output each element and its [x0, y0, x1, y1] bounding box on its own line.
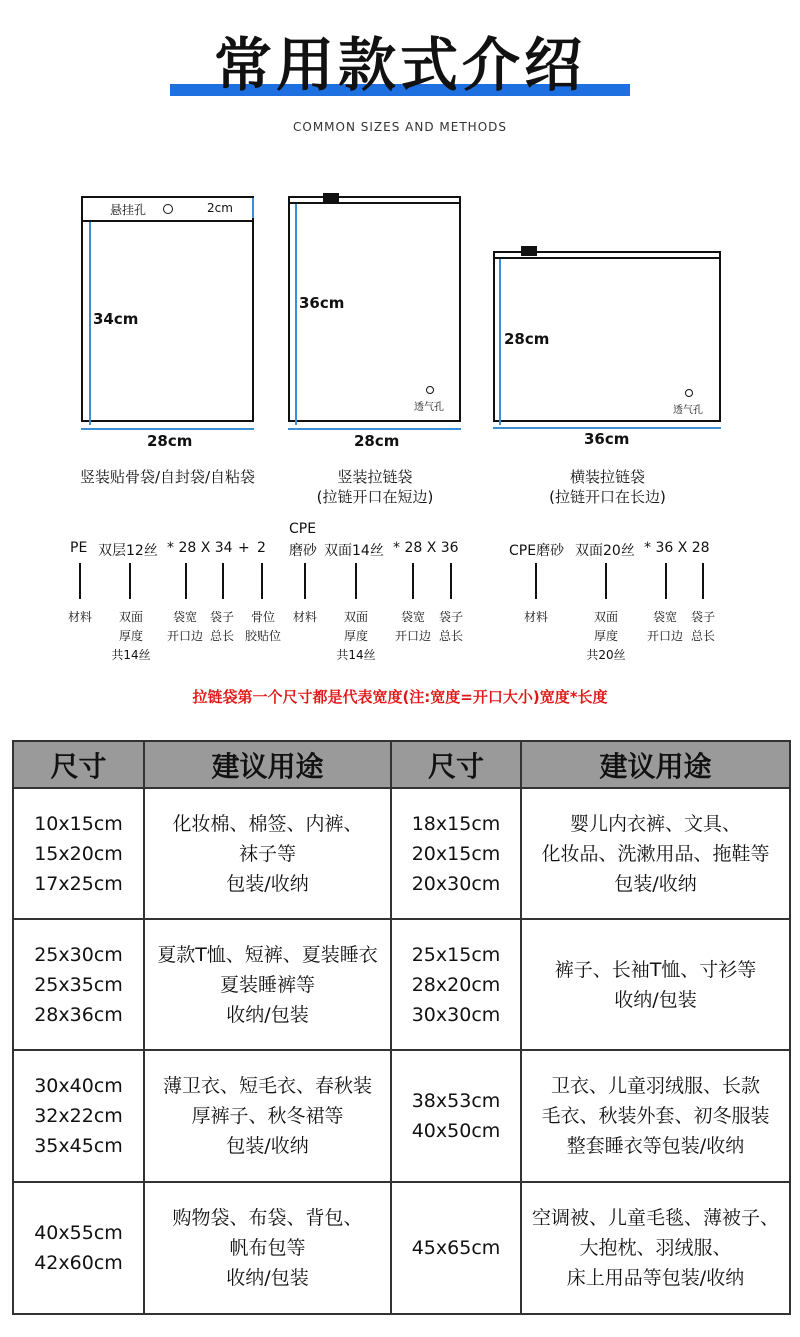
usage-line: 收纳/包装	[226, 1267, 309, 1289]
spec-tick	[605, 563, 607, 599]
usage-cell	[521, 788, 790, 919]
column-header-usage: 建议用途	[144, 741, 391, 788]
top-dim-line	[252, 198, 254, 218]
hang-hole-label: 悬挂孔	[110, 203, 147, 217]
usage-line: 袜子等	[238, 842, 296, 865]
zipper-line	[493, 257, 721, 259]
bag-height: 28cm	[504, 330, 550, 348]
bag-width: 36cm	[584, 430, 630, 448]
usage-line: 夏款T恤、短裤、夏装睡衣	[157, 943, 378, 966]
top-dimension: 2cm	[207, 201, 233, 215]
size-cell	[391, 919, 521, 1050]
vent-hole-icon	[685, 389, 693, 397]
size-value: 17x25cm	[34, 872, 123, 895]
usage-line: 毛衣、秋装外套、初冬服装	[541, 1105, 770, 1127]
bag-type-line: 横装拉链袋	[569, 468, 645, 486]
spec-tick	[222, 563, 224, 599]
spec-thickness: 双面20丝	[575, 543, 635, 559]
size-cell	[13, 1050, 144, 1182]
height-line	[499, 259, 501, 425]
table-row	[13, 919, 790, 1050]
column-header-usage: 建议用途	[521, 741, 790, 788]
usage-line: 收纳/包装	[614, 988, 697, 1011]
bag-type-name	[60, 467, 275, 487]
size-value: 30x40cm	[34, 1075, 123, 1097]
bag-type-line: (拉链开口在短边)	[316, 488, 434, 506]
spec-tick	[129, 563, 131, 599]
spec-thickness: 双层12丝	[98, 543, 158, 559]
size-value: 40x50cm	[411, 1120, 501, 1142]
usage-line: 裤子、长袖T恤、寸衫等	[554, 958, 757, 981]
column-header-size: 尺寸	[13, 741, 144, 788]
usage-cell	[521, 919, 790, 1050]
size-value: 15x20cm	[34, 842, 123, 865]
size-cell	[13, 1182, 144, 1314]
size-value: 25x30cm	[34, 943, 123, 966]
bag-type-line: 竖装拉链袋	[337, 468, 413, 486]
usage-line: 化妆品、洗漱用品、拖鞋等	[541, 842, 770, 865]
spec-tick	[185, 563, 187, 599]
bag-height: 36cm	[299, 294, 345, 312]
bag-outline	[81, 196, 254, 422]
size-value: 10x15cm	[34, 812, 123, 835]
usage-line: 床上用品等包装/收纳	[566, 1267, 745, 1289]
sizing-note: 拉链袋第一个尺寸都是代表宽度(注:宽度=开口大小)宽度*长度	[192, 688, 608, 706]
usage-line: 购物袋、布袋、背包、	[172, 1207, 363, 1229]
spec-tick	[79, 563, 81, 599]
size-value: 38x53cm	[411, 1090, 501, 1112]
table-row	[13, 1050, 790, 1182]
vent-hole-label: 透气孔	[414, 402, 444, 413]
spec-dimensions: * 28 X 34	[167, 540, 233, 556]
size-cell	[391, 1182, 521, 1314]
usage-line: 包装/收纳	[226, 872, 309, 895]
width-line	[493, 427, 721, 429]
spec-material-top: CPE	[289, 521, 317, 537]
spec-tick	[665, 563, 667, 599]
bag-type-name	[500, 467, 715, 507]
usage-cell	[521, 1182, 790, 1314]
usage-cell	[144, 1050, 391, 1182]
usage-line: 卫衣、儿童羽绒服、长款	[550, 1075, 760, 1097]
zipper-slider-icon	[323, 193, 339, 203]
usage-cell	[144, 919, 391, 1050]
spec-material: CPE磨砂	[509, 543, 565, 559]
size-value: 32x22cm	[34, 1105, 123, 1127]
size-value: 25x35cm	[34, 973, 123, 996]
usage-line: 包装/收纳	[226, 1135, 309, 1157]
spec-tick	[304, 563, 306, 599]
usage-cell	[144, 788, 391, 919]
size-value: 18x15cm	[411, 812, 501, 835]
spec-thickness: 双面14丝	[324, 543, 384, 559]
spec-tick	[412, 563, 414, 599]
spec-tick	[702, 563, 704, 599]
height-line	[295, 204, 297, 425]
size-value: 35x45cm	[34, 1135, 123, 1157]
spec-dimensions: * 28 X 36	[393, 540, 459, 556]
size-usage-table	[12, 740, 791, 1315]
usage-line: 夏装睡裤等	[219, 973, 315, 996]
bag-type-line: 竖装贴骨袋/自封袋/自粘袋	[79, 468, 256, 486]
spec-label: 袋宽 开口边	[646, 610, 683, 643]
zipper-line	[288, 202, 461, 204]
spec-bone-width: 2	[257, 540, 266, 556]
size-value: 20x30cm	[411, 872, 501, 895]
spec-plus: +	[238, 540, 250, 556]
page-subtitle: COMMON SIZES AND METHODS	[293, 120, 507, 134]
column-header-size: 尺寸	[391, 741, 521, 788]
bag-width: 28cm	[147, 432, 193, 450]
spec-label: 袋子 总长	[209, 610, 234, 643]
size-cell	[13, 788, 144, 919]
spec-material: 磨砂	[289, 543, 317, 559]
bag-width: 28cm	[354, 432, 400, 450]
size-cell	[13, 919, 144, 1050]
spec-tick	[355, 563, 357, 599]
size-value: 25x15cm	[411, 943, 501, 966]
table-row	[13, 1182, 790, 1314]
spec-label: 双面 厚度 共14丝	[111, 610, 151, 662]
spec-tick	[450, 563, 452, 599]
seal-line	[81, 220, 254, 222]
size-value: 45x65cm	[411, 1237, 501, 1259]
usage-line: 包装/收纳	[614, 872, 697, 895]
usage-cell	[144, 1182, 391, 1314]
height-line	[89, 222, 91, 425]
spec-material: PE	[70, 540, 88, 556]
size-value: 40x55cm	[34, 1222, 123, 1244]
bag-type-line: (拉链开口在长边)	[549, 488, 666, 506]
usage-line: 大抱枕、羽绒服、	[579, 1237, 732, 1259]
usage-line: 化妆棉、棉签、内裤、	[172, 812, 363, 835]
spec-tick	[535, 563, 537, 599]
hang-hole-icon	[163, 204, 173, 214]
zipper-slider-icon	[521, 246, 537, 256]
usage-cell	[521, 1050, 790, 1182]
vent-hole-icon	[426, 386, 434, 394]
table-header-row	[13, 741, 790, 788]
size-value: 28x20cm	[411, 973, 501, 996]
table-row	[13, 788, 790, 919]
size-cell	[391, 1050, 521, 1182]
size-cell	[391, 788, 521, 919]
usage-line: 厚裤子、秋冬裙等	[191, 1105, 344, 1127]
page-title: 常用款式介绍	[213, 31, 586, 99]
spec-label: 骨位 胶贴位	[244, 610, 281, 643]
spec-label: 袋宽 开口边	[394, 610, 431, 643]
usage-line: 空调被、儿童毛毯、薄被子、	[531, 1207, 779, 1229]
spec-label: 材料	[523, 610, 548, 624]
size-value: 30x30cm	[411, 1003, 501, 1026]
spec-dimensions: * 36 X 28	[644, 540, 710, 556]
bag-type-name	[270, 467, 480, 507]
spec-label: 袋子 总长	[690, 610, 715, 643]
spec-tick	[261, 563, 263, 599]
vent-hole-label: 透气孔	[673, 405, 703, 416]
usage-line: 帆布包等	[229, 1237, 306, 1259]
usage-line: 整套睡衣等包装/收纳	[566, 1135, 745, 1157]
spec-label: 双面 厚度 共14丝	[336, 610, 376, 662]
size-value: 20x15cm	[411, 842, 501, 865]
spec-label: 袋宽 开口边	[166, 610, 203, 643]
spec-label: 双面 厚度 共20丝	[586, 610, 626, 662]
size-value: 42x60cm	[34, 1252, 123, 1274]
bag-height: 34cm	[93, 310, 139, 328]
usage-line: 收纳/包装	[226, 1003, 309, 1026]
spec-label: 袋子 总长	[438, 610, 463, 643]
width-line	[288, 428, 461, 430]
spec-label: 材料	[292, 610, 317, 624]
size-value: 28x36cm	[34, 1003, 123, 1026]
width-line	[81, 428, 254, 430]
usage-line: 薄卫衣、短毛衣、春秋装	[162, 1075, 372, 1097]
usage-line: 婴儿内衣裤、文具、	[569, 812, 741, 835]
spec-label: 材料	[67, 610, 92, 624]
